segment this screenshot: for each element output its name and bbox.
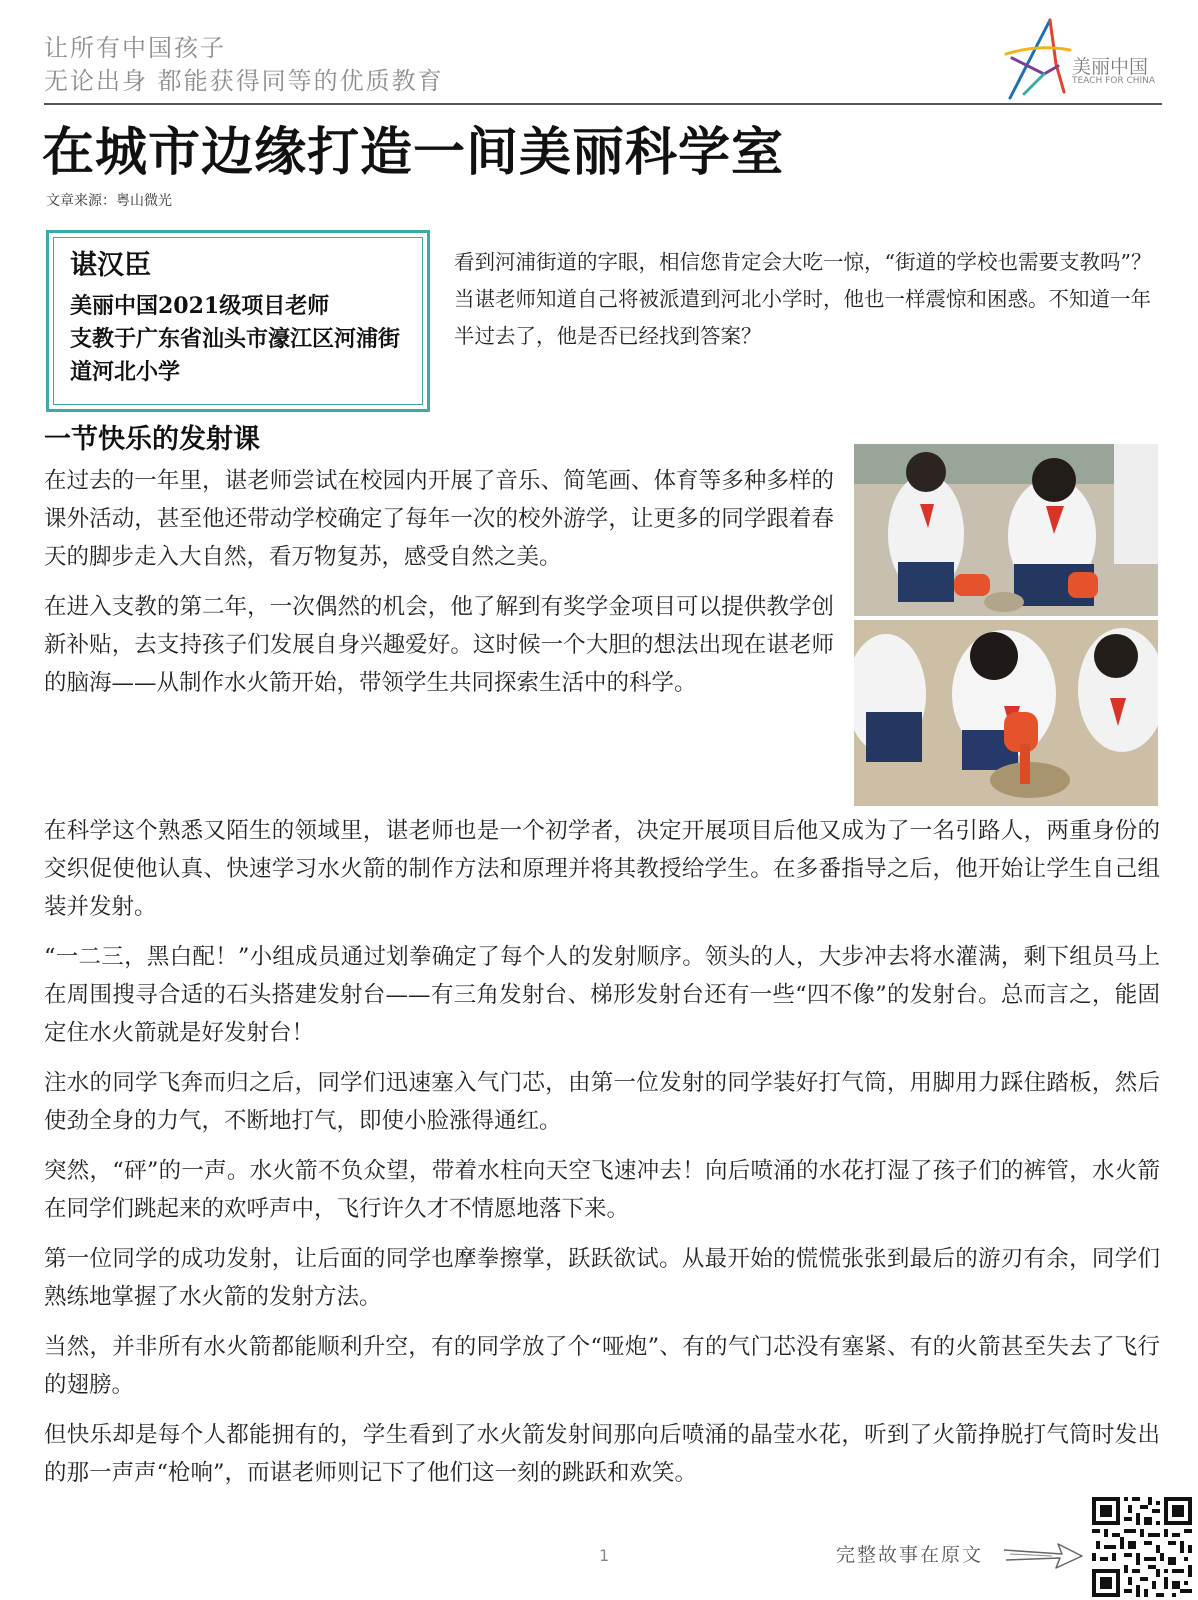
section-heading: 一节快乐的发射课 — [44, 424, 260, 455]
paragraph-9: 但快乐却是每个人都能拥有的，学生看到了水火箭发射间那向后喷涌的晶莹水花，听到了火箭挣脱打气筒时发出的那一声声“枪响”，而谌老师则记下了他们这一刻的跳跃和欢笑。 — [44, 1422, 1160, 1486]
footer-note: 完整故事在原文 — [836, 1544, 984, 1566]
logo-text-cn: 美丽中国 — [1072, 56, 1149, 78]
students-water-rocket-photo — [854, 444, 1158, 806]
header-divider — [44, 103, 1162, 105]
slogan-line-1: 让所有中国孩子 — [44, 34, 226, 62]
header-slogan — [44, 32, 444, 98]
intro-block — [454, 244, 1162, 355]
paragraph-4: “一二三，黑白配！”小组成员通过划拳确定了每个人的发射顺序。领头的人，大步冲去将水灌满，剩下组员马上在周围搜寻合适的石头搭建发射台——有三角发射台、梯形发射台还有一些“四不像”的发射台。总而言之，能固定住水火箭就是好发射台！ — [44, 944, 1160, 1046]
logo-text-en: TEACH FOR CHINA — [1072, 76, 1156, 86]
teacher-role: 美丽中国2021级项目老师 — [70, 293, 330, 319]
page-number: 1 — [599, 1546, 610, 1565]
teacher-profile-box — [46, 230, 430, 412]
paragraph-3: 在科学这个熟悉又陌生的领域里，谌老师也是一个初学者，决定开展项目后他又成为了一名引路人，两重身份的交织促使他认真、快速学习水火箭的制作方法和原理并将其教授给学生。在多番指导之后，他开始让学生自己组装并发射。 — [44, 818, 1160, 920]
teacher-name: 谌汉臣 — [70, 250, 151, 281]
qr-code[interactable] — [1092, 1497, 1192, 1597]
intro-paragraph-1: 看到河浦街道的字眼，相信您肯定会大吃一惊，“街道的学校也需要支教吗”？ — [454, 250, 1152, 274]
slogan-line-2: 无论出身 都能获得同等的优质教育 — [44, 67, 444, 95]
photo-illustration — [854, 444, 1158, 806]
paragraph-8: 当然，并非所有水火箭都能顺利升空，有的同学放了个“哑炮”、有的气门芯没有塞紧、有的火箭甚至失去了飞行的翅膀。 — [44, 1334, 1160, 1398]
star-logo-icon — [1004, 14, 1074, 100]
article-title: 在城市边缘打造一间美丽科学室 — [42, 123, 785, 183]
paragraph-6: 突然，“砰”的一声。水火箭不负众望，带着水柱向天空飞速冲去！向后喷涌的水花打湿了孩子们的裤管，水火箭在同学们跳起来的欢呼声中，飞行许久才不情愿地落下来。 — [44, 1158, 1160, 1222]
paragraph-7: 第一位同学的成功发射，让后面的同学也摩拳擦掌，跃跃欲试。从最开始的慌慌张张到最后的游刃有余，同学们熟练地掌握了水火箭的发射方法。 — [44, 1246, 1160, 1310]
arrow-right-icon — [1002, 1536, 1084, 1572]
body-text — [44, 812, 1160, 1504]
intro-paragraph-2: 当谌老师知道自己将被派遣到河北小学时，他也一样震惊和困惑。不知道一年半过去了，他是否已经找到答案？ — [454, 287, 1151, 348]
paragraph-5: 注水的同学飞奔而归之后，同学们迅速塞入气门芯，由第一位发射的同学装好打气筒，用脚用力踩住踏板，然后使劲全身的力气，不断地打气，即使小脸涨得通红。 — [44, 1070, 1160, 1134]
paragraph-1: 在过去的一年里，谌老师尝试在校园内开展了音乐、简笔画、体育等多种多样的课外活动，甚至他还带动学校确定了每年一次的校外游学，让更多的同学跟着春天的脚步走入大自然，看万物复苏，感受自然之美。 — [44, 468, 834, 570]
teach-for-china-logo — [1004, 14, 1174, 100]
paragraph-2: 在进入支教的第二年，一次偶然的机会，他了解到有奖学金项目可以提供教学创新补贴，去支持孩子们发展自身兴趣爱好。这时候一个大胆的想法出现在谌老师的脑海——从制作水火箭开始，带领学生共同探索生活中的科学。 — [44, 594, 834, 696]
column-text — [44, 462, 834, 714]
article-source: 文章来源：粤山微光 — [46, 193, 172, 209]
teacher-profile-inner — [53, 237, 423, 405]
teacher-school: 支教于广东省汕头市濠江区河浦街道河北小学 — [70, 326, 401, 385]
